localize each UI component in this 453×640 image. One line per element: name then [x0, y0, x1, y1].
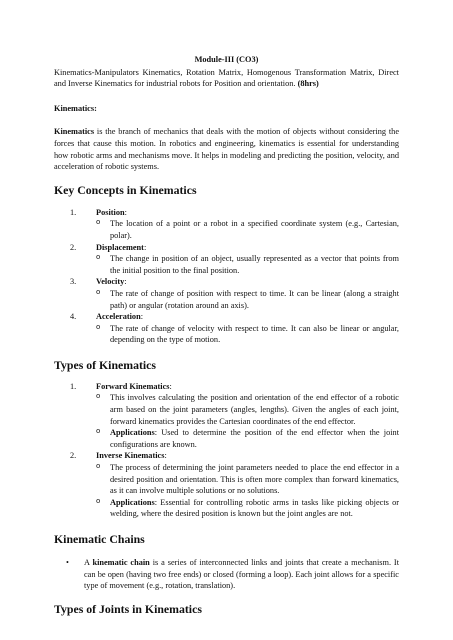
list-item: • A kinematic chain is a series of interconnected links and joints that create a mechanism. It can be open (having two free ends) or closed (forming a loop). Each joint allows for a specific type of movement (e.g., rotation, translation). [66, 558, 400, 591]
sub-item: o The rate of change of velocity with respect to time. It can also be linear or angular, depending on the type of motion. [96, 322, 399, 345]
kinematics-definition: Kinematics is the branch of mechanics that deals with the motion of objects without considering the forces that cause this motion. In robotics and engineering, kinematics is essential for understanding how robotic arms and mechanisms move. It helps in modeling and predicting the position, velocity, and acceleration of robotic systems. [54, 127, 399, 172]
key-concepts-heading: Key Concepts in Kinematics [54, 182, 197, 197]
kinematic-chains-heading: Kinematic Chains [54, 532, 145, 546]
key-concepts-list [54, 207, 399, 346]
sub-item: o The process of determining the joint parameters needed to place the end effector in a desired position and orientation. This is often more complex than forward kinematics, as it can involve multiple solutions or no solutions. [96, 462, 399, 496]
module-title: Module-III (CO3) [194, 55, 259, 64]
sub-item: o The rate of change of position with respect to time. It can be linear (along a straight path) or angular (rotation around an axis). [96, 287, 399, 310]
list-item: 4. Acceleration: o The rate of change of velocity with respect to time. It can also be linear or angular, depending on the type of motion. [70, 312, 399, 345]
types-of-kinematics-list [54, 381, 399, 520]
types-of-kinematics-heading: Types of Kinematics [54, 357, 157, 372]
list-item: 3. Velocity: o The rate of change of position with respect to time. It can be linear (along a straight path) or angular (rotation around an axis). [70, 277, 399, 310]
module-subtitle: Kinematics-Manipulators Kinematics, Rotation Matrix, Homogenous Transformation Matrix, Direct and Inverse Kinematics for industrial robots for Position and orientation. (8hrs) [54, 67, 399, 89]
list-item: 2. Displacement: o The change in position of an object, usually represented as a vector that points from the initial position to the final position. [70, 242, 399, 275]
kinematics-heading: Kinematics: [54, 103, 97, 113]
sub-item: o The change in position of an object, usually represented as a vector that points from the initial position to the final position. [96, 253, 399, 275]
types-of-joints-heading: Types of Joints in Kinematics [54, 601, 202, 616]
list-item: 1. Position: o The location of a point or a robot in a specified coordinate system (e.g., Cartesian, polar). [70, 207, 399, 240]
sub-item: o This involves calculating the position and orientation of the end effector of a robotic arm based on the joint parameters (angles, lengths). Given the angles of each joint, forward kinematics provides the Cartesian coordinates of the end effector. [96, 392, 399, 426]
sub-item: o The location of a point or a robot in a specified coordinate system (e.g., Cartesian, polar). [96, 218, 399, 240]
sub-item: o Applications: Essential for controlling robotic arms in tasks like picking objects or welding, where the desired position is known but the joint angles are not. [96, 496, 399, 519]
sub-item: o Applications: Used to determine the position of the end effector when the joint configurations are known. [96, 427, 399, 449]
list-item: 1. Forward Kinematics: o This involves calculating the position and orientation of the end effector of a robotic arm based on the joint parameters (angles, lengths). Given the angles of each joint, forward kinematics provides the Cartesian coordinates of the end effector. o Applications: Used to determine the position of the end effector when the joint configurations are known. [70, 381, 399, 449]
list-item: 2. Inverse Kinematics: o The process of determining the joint parameters needed to place the end effector in a desired position and orientation. This is often more complex than forward kinematics, as it can involve multiple solutions or no solutions. o Applications: Essential for controlling robotic arms in tasks like picking objects or welding, where the desired position is known but the joint angles are not. [70, 451, 399, 519]
kinematic-chains-list [54, 557, 399, 592]
